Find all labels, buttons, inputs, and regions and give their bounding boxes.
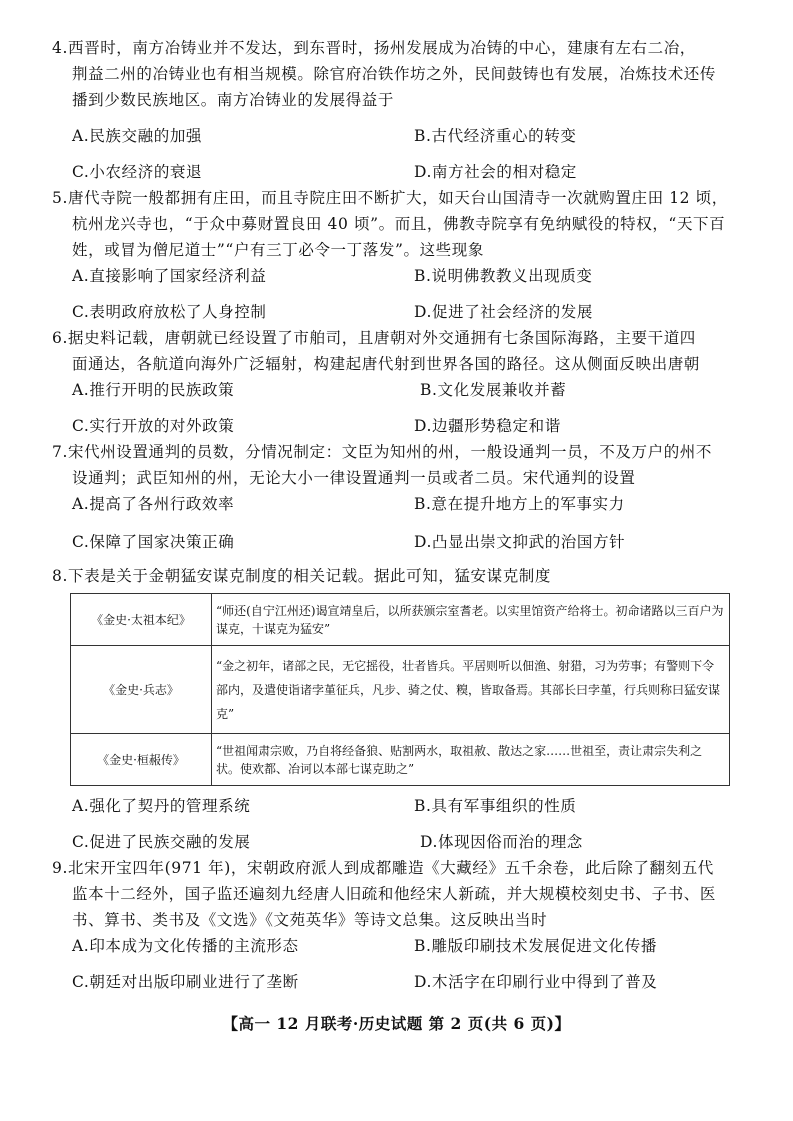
q5-stem-line-1: 5.唐代寺院一般都拥有庄田，而且寺院庄田不断扩大，如天台山国清寺一次就购置庄田 12 顷，: [52, 189, 728, 207]
page-footer: 【高一 12 月联考·历史试题 第 2 页(共 6 页)】: [222, 1014, 571, 1033]
q5-stem-line-2: 杭州龙兴寺也，“于众中募财置良田 40 顷”。而且，佛教寺院享有免纳赋役的特权，“天下百: [72, 215, 726, 233]
q9-stem-line-2: 监本十二经外，国子监还遍刻九经唐人旧疏和他经宋人新疏，并大规模校刻史书、子书、医: [72, 885, 717, 903]
table-source-cell: 《金史·兵志》: [71, 646, 212, 734]
q5-stem-line-3: 姓，或冒为僧尼道士”“户有三丁必令一丁落发”。这些现象: [72, 241, 484, 259]
q9-stem-line-3: 书、算书、类书及《文选》《文苑英华》等诗文总集。这反映出当时: [72, 911, 548, 929]
q7-option-a[interactable]: A.提高了各州行政效率: [72, 495, 235, 513]
table-text-cell: “世祖闻肃宗败，乃自将经备狼、贴割两水，取祖赦、散达之家……世祖至，责让肃宗失利之状。使欢都、冶诃以本部七谋克助之”: [212, 734, 730, 786]
table-text-cell: “师还(自宁江州还)谒宣靖皇后，以所获颁宗室耆老。以实里馆资产给将士。初命诸路以三百户为谋克，十谋克为猛安”: [212, 594, 730, 646]
q7-stem-line-2: 设通判；武臣知州的州，无论大小一律设置通判一员或者二员。宋代通判的设置: [72, 469, 636, 487]
q4-option-b[interactable]: B.古代经济重心的转变: [414, 127, 577, 145]
q6-stem-line-1: 6.据史料记载，唐朝就已经设置了市舶司，且唐朝对外交通拥有七条国际海路，主要干道四: [52, 329, 696, 347]
q4-stem-line-2: 荆益二州的冶铸业也有相当规模。除官府冶铁作坊之外，民间鼓铸也有发展，冶炼技术还传: [72, 65, 717, 83]
q7-option-d[interactable]: D.凸显出崇文抑武的治国方针: [414, 533, 626, 551]
q6-option-d[interactable]: D.边疆形势稳定和谐: [414, 417, 561, 435]
q7-option-c[interactable]: C.保障了国家决策正确: [72, 533, 235, 551]
q5-option-a[interactable]: A.直接影响了国家经济利益: [72, 267, 267, 285]
q5-option-d[interactable]: D.促进了社会经济的发展: [414, 303, 594, 321]
table-source-cell: 《金史·太祖本纪》: [71, 594, 212, 646]
q8-option-c[interactable]: C.促进了民族交融的发展: [72, 833, 251, 851]
q4-stem-line-3: 播到少数民族地区。南方冶铸业的发展得益于: [72, 91, 395, 109]
q8-option-d[interactable]: D.体现因俗而治的理念: [420, 833, 583, 851]
q6-option-b[interactable]: B.文化发展兼收并蓄: [420, 381, 567, 399]
table-row: [71, 734, 730, 786]
q9-stem-line-1: 9.北宋开宝四年(971 年)，宋朝政府派人到成都雕造《大藏经》五千余卷，此后除了翻刻五代: [52, 859, 714, 877]
q4-option-c[interactable]: C.小农经济的衰退: [72, 163, 203, 181]
q6-option-c[interactable]: C.实行开放的对外政策: [72, 417, 235, 435]
table-source-cell: 《金史·桓赧传》: [71, 734, 212, 786]
q8-option-b[interactable]: B.具有军事组织的性质: [414, 797, 577, 815]
q8-option-a[interactable]: A.强化了契丹的管理系统: [72, 797, 251, 815]
table-text-cell: “金之初年，诸部之民，无它摇役，壮者皆兵。平居则听以佃渔、射猎，习为劳事；有警则下令部内，及遣使诣诸孛堇征兵，凡步、骑之仗、糗，皆取备焉。其部长曰孛堇，行兵则称曰猛安谋克”: [212, 646, 730, 734]
table-row: [71, 646, 730, 734]
q4-option-d[interactable]: D.南方社会的相对稳定: [414, 163, 577, 181]
q5-option-b[interactable]: B.说明佛教教义出现质变: [414, 267, 593, 285]
q8-stem-line-1: 8.下表是关于金朝猛安谋克制度的相关记载。据此可知，猛安谋克制度: [52, 567, 551, 585]
q4-stem-line-1: 4.西晋时，南方冶铸业并不发达，到东晋时，扬州发展成为冶铸的中心，建康有左右二冶，: [52, 39, 696, 57]
q7-option-b[interactable]: B.意在提升地方上的军事实力: [414, 495, 625, 513]
q9-option-d[interactable]: D.木活字在印刷行业中得到了普及: [414, 973, 658, 991]
q8-records-table: [70, 593, 730, 786]
q5-option-c[interactable]: C.表明政府放松了人身控制: [72, 303, 267, 321]
q9-option-c[interactable]: C.朝廷对出版印刷业进行了垄断: [72, 973, 299, 991]
table-row: [71, 594, 730, 646]
q6-option-a[interactable]: A.推行开明的民族政策: [72, 381, 235, 399]
q4-option-a[interactable]: A.民族交融的加强: [72, 127, 203, 145]
q9-option-a[interactable]: A.印本成为文化传播的主流形态: [72, 937, 299, 955]
q7-stem-line-1: 7.宋代州设置通判的员数，分情况制定：文臣为知州的州，一般设通判一员，不及万户的州不: [52, 443, 712, 461]
q6-stem-line-2: 面通达，各航道向海外广泛辐射，构建起唐代射到世界各国的路径。这从侧面反映出唐朝: [72, 355, 700, 373]
q9-option-b[interactable]: B.雕版印刷技术发展促进文化传播: [414, 937, 657, 955]
